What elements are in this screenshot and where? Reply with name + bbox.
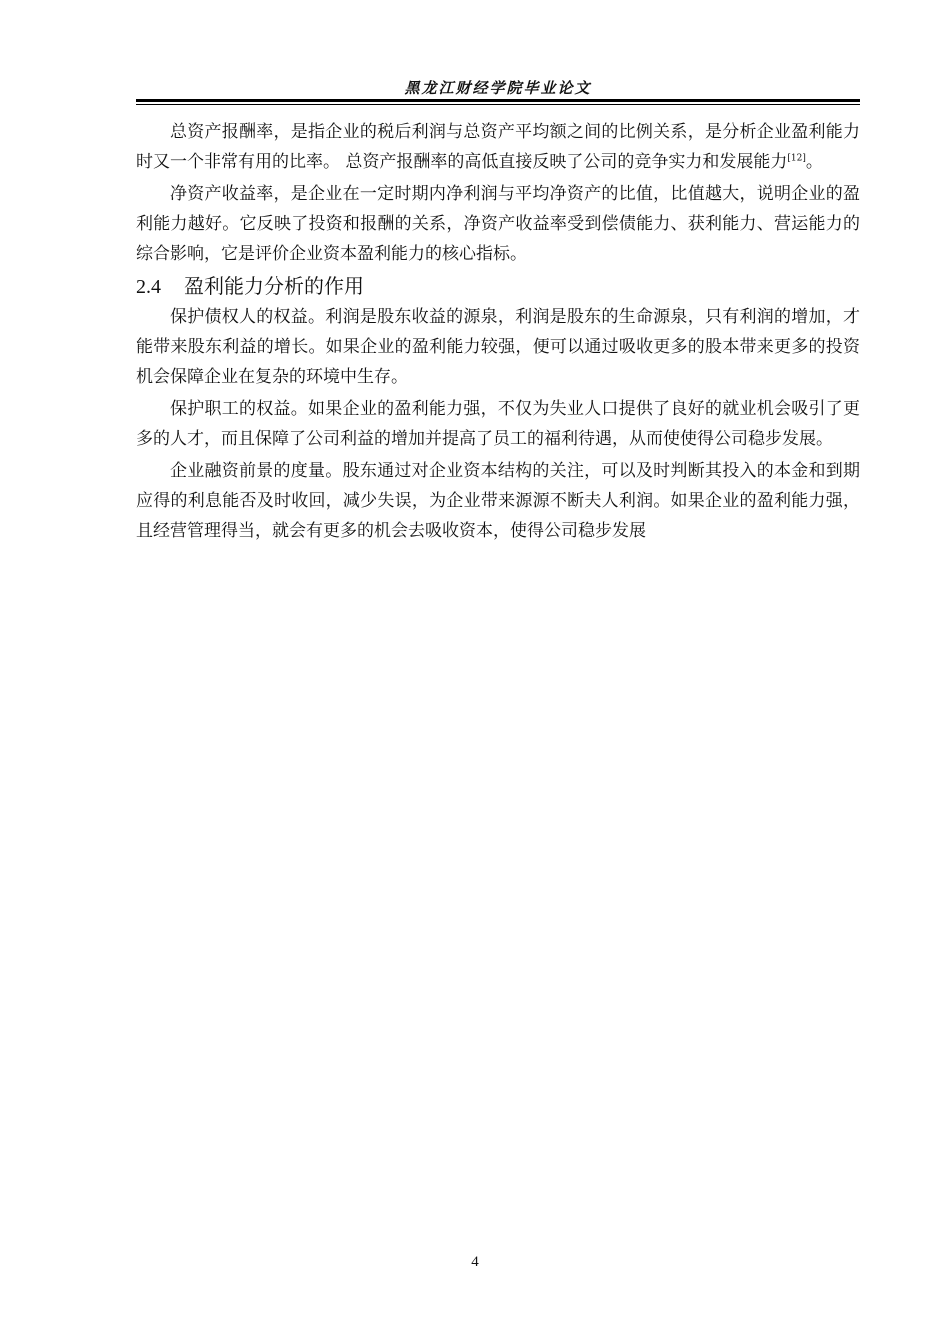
paragraph-creditor-rights: 保护债权人的权益。利润是股东收益的源泉，利润是股东的生命源泉，只有利润的增加，才能带来股东利益的增长。如果企业的盈利能力较强，便可以通过吸收更多的股本带来更多的投资机会保障企业在复杂的环境中生存。 [136,307,860,387]
running-header-title: 黑龙江财经学院毕业论文 [404,79,592,97]
paragraph-total-asset-return [136,117,860,177]
header-rule-thin [136,104,860,105]
citation-marker: [12] [787,153,806,164]
paragraph-tail: 。 [805,152,823,172]
section-title: 盈利能力分析的作用 [184,274,364,298]
paragraph-roe: 净资产收益率，是企业在一定时期内净利润与平均净资产的比值，比值越大，说明企业的盈利能力越好。它反映了投资和报酬的关系，净资产收益率受到偿债能力、获利能力、营运能力的综合影响，它是评价企业资本盈利能力的核心指标。 [136,184,860,264]
section-heading [136,271,860,302]
body-content [136,117,860,548]
paragraph-employee-rights: 保护职工的权益。如果企业的盈利能力强，不仅为失业人口提供了良好的就业机会吸引了更多的人才，而且保障了公司利益的增加并提高了员工的福利待遇，从而使使得公司稳步发展。 [136,399,860,449]
header-rule-thick [136,99,860,102]
section-number: 2.4 [136,276,161,298]
paragraph-financing-prospects: 企业融资前景的度量。股东通过对企业资本结构的关注，可以及时判断其投入的本金和到期应得的利息能否及时收回，减少失误，为企业带来源源不断夫人利润。如果企业的盈利能力强，且经营管理得当，就会有更多的机会去吸收资本，使得公司稳步发展 [136,461,860,541]
page-number: 4 [471,1254,479,1270]
paragraph-text: 总资产报酬率，是指企业的税后利润与总资产平均额之间的比例关系，是分析企业盈利能力时又一个非常有用的比率。 总资产报酬率的高低直接反映了公司的竞争实力和发展能力 [136,122,860,172]
